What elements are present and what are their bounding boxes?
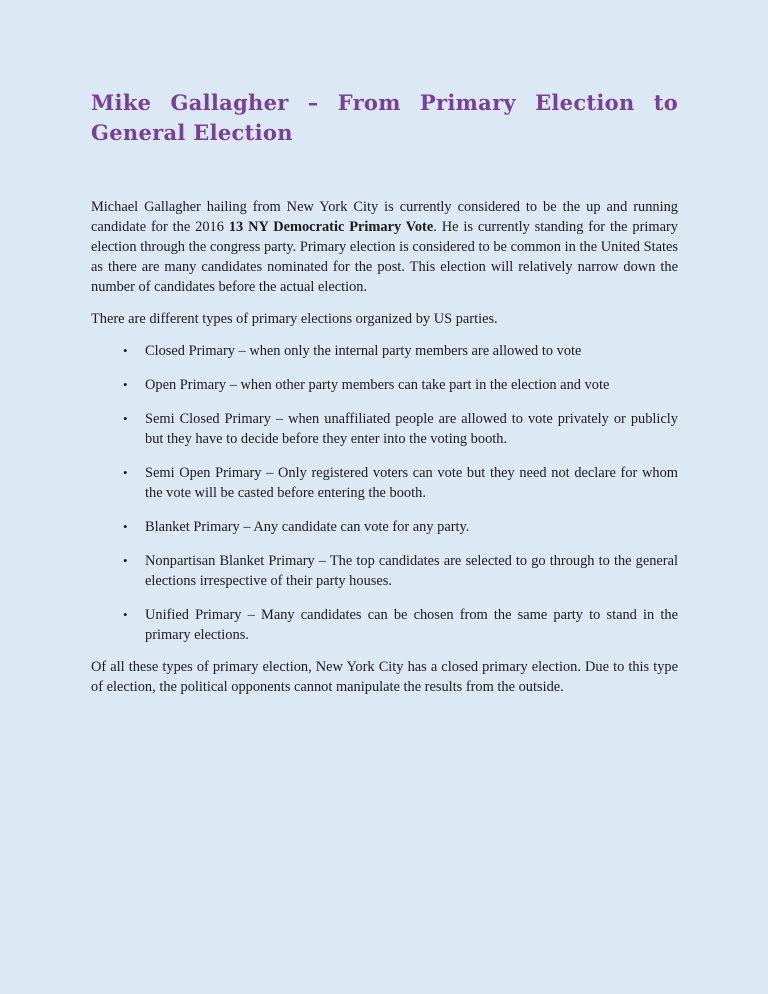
intro-bold-phrase: 13 NY Democratic Primary Vote [228,219,434,235]
document-page [91,88,678,697]
list-item-blanket-primary [91,517,678,537]
bullet-icon: • [123,465,128,480]
bullet-icon: • [123,377,128,392]
list-item-text: Closed Primary – when only the internal party members are allowed to vote [145,343,582,359]
primary-types-list [91,341,678,645]
bullet-icon: • [123,411,128,426]
list-item-text: Semi Closed Primary – when unaffiliated people are allowed to vote privately or publicly but they have to decide before they enter into the voting booth. [145,411,678,447]
list-item-open-primary [91,375,678,395]
intro-text-start: Michael Gallagher hailing from New York City is currently considered to be the up and running candidate for the 2016 [91,199,678,235]
list-item-semi-closed-primary [91,409,678,449]
bullet-icon: • [123,519,128,534]
intro-paragraph [91,197,678,297]
list-item-text: Open Primary – when other party members can take part in the election and vote [145,377,610,393]
bullet-icon: • [123,553,128,568]
list-item-text: Semi Open Primary – Only registered voters can vote but they need not declare for whom the vote will be casted before entering the booth. [145,465,678,501]
list-item-text: Nonpartisan Blanket Primary – The top candidates are selected to go through to the general elections irrespective of their party houses. [145,553,678,589]
bullet-icon: • [123,343,128,358]
list-item-closed-primary [91,341,678,361]
bullet-icon: • [123,607,128,622]
list-item-text: Unified Primary – Many candidates can be chosen from the same party to stand in the primary elections. [145,607,678,643]
types-intro-paragraph: There are different types of primary elections organized by US parties. [91,311,498,327]
list-item-semi-open-primary [91,463,678,503]
list-item-nonpartisan-blanket-primary [91,551,678,591]
page-title: Mike Gallagher – From Primary Election to General Election [91,90,678,145]
list-item-text: Blanket Primary – Any candidate can vote for any party. [145,519,470,535]
intro-text-end: . He is currently standing for the primary election through the congress party. Primary election is considered to be common in the United States as there are many candidates nominated for the post. This election will relatively narrow down the number of candidates before the actual election. [91,219,678,295]
list-item-unified-primary [91,605,678,645]
closing-paragraph: Of all these types of primary election, New York City has a closed primary election. Due to this type of election, the political opponents cannot manipulate the results from the outside. [91,659,678,695]
